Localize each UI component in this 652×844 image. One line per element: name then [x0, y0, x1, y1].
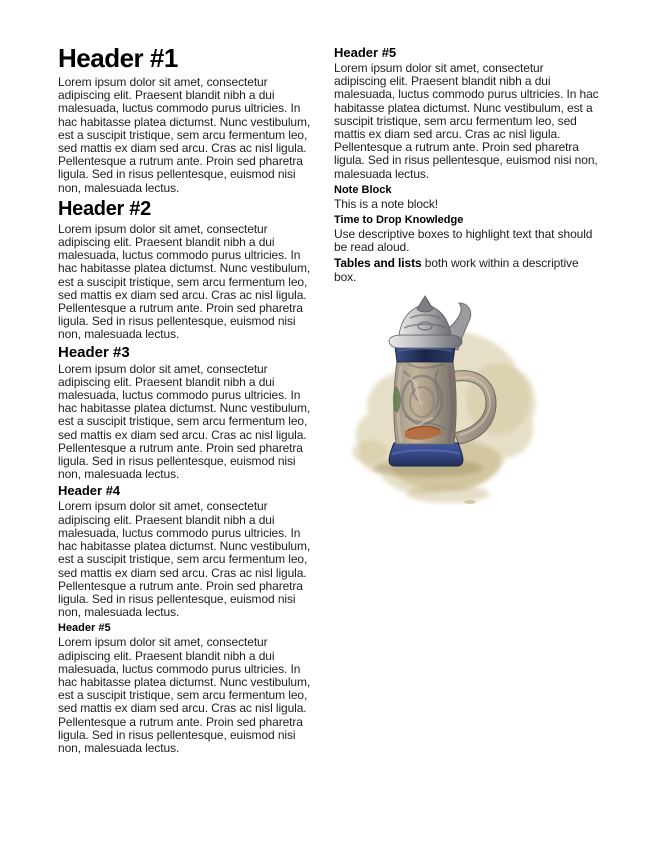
heading-4: Header #4 — [58, 483, 121, 499]
right-column — [334, 44, 599, 287]
tables-lists-rest: both work within a descriptive box. — [334, 256, 579, 284]
body-paragraph-4: Lorem ipsum dolor sit amet, consectetur adipiscing elit. Praesent blandit nibh a dui malesuada, luctus commodo purus ultricies. In hac habitasse platea dictumst. Nunc vestibulum, est a suscipit tristique, sem arcu fermentum leo, sed mattis ex diam sed arcu. Cras ac nisl ligula. Pellentesque a rutrum ante. Proin sed pharetra ligula. Sed in risus pellentesque, euismod nisi non, malesuada lectus. — [58, 499, 311, 620]
tables-lists-bold: Tables and lists — [334, 256, 422, 271]
heading-3: Header #3 — [58, 343, 130, 361]
heading-5: Header #5 — [58, 622, 111, 635]
note-block-label: Note Block — [334, 183, 392, 196]
body-paragraph-5: Lorem ipsum dolor sit amet, consectetur adipiscing elit. Praesent blandit nibh a dui malesuada, luctus commodo purus ultricies. In hac habitasse platea dictumst. Nunc vestibulum, est a suscipit tristique, sem arcu fermentum leo, sed mattis ex diam sed arcu. Cras ac nisl ligula. Pellentesque a rutrum ante. Proin sed pharetra ligula. Sed in risus pellentesque, euismod nisi non, malesuada lectus. — [58, 635, 311, 755]
body-paragraph-1: Lorem ipsum dolor sit amet, consectetur adipiscing elit. Praesent blandit nibh a dui malesuada, luctus commodo purus ultricies. In hac habitasse platea dictumst. Nunc vestibulum, est a suscipit tristique, sem arcu fermentum leo, sed mattis ex diam sed arcu. Cras ac nisl ligula. Pellentesque a rutrum ante. Proin sed pharetra ligula. Sed in risus pellentesque, euismod nisi non, malesuada lectus. — [58, 75, 311, 195]
left-column — [58, 44, 321, 758]
heading-2: Header #2 — [58, 197, 151, 220]
knowledge-label: Time to Drop Knowledge — [334, 214, 464, 227]
body-paragraph-2: Lorem ipsum dolor sit amet, consectetur adipiscing elit. Praesent blandit nibh a dui malesuada, luctus commodo purus ultricies. In hac habitasse platea dictumst. Nunc vestibulum, est a suscipit tristique, sem arcu fermentum leo, sed mattis ex diam sed arcu. Cras ac nisl ligula. Pellentesque a rutrum ante. Proin sed pharetra ligula. Sed in risus pellentesque, euismod nisi non, malesuada lectus. — [58, 221, 311, 342]
knowledge-text: Use descriptive boxes to highlight text that should be read aloud. — [334, 227, 593, 255]
beer-stein-image — [348, 294, 620, 510]
body-paragraph-3: Lorem ipsum dolor sit amet, consectetur adipiscing elit. Praesent blandit nibh a dui malesuada, luctus commodo purus ultricies. In hac habitasse platea dictumst. Nunc vestibulum, est a suscipit tristique, sem arcu fermentum leo, sed mattis ex diam sed arcu. Cras ac nisl ligula. Pellentesque a rutrum ante. Proin sed pharetra ligula. Sed in risus pellentesque, euismod nisi non, malesuada lectus. — [58, 361, 311, 482]
heading-5-right: Header #5 — [334, 45, 397, 60]
body-paragraph-6: Lorem ipsum dolor sit amet, consectetur adipiscing elit. Praesent blandit nibh a dui malesuada, luctus commodo purus ultricies. In hac habitasse platea dictumst. Nunc vestibulum, est a suscipit tristique, sem arcu fermentum leo, sed mattis ex diam sed arcu. Cras ac nisl ligula. Pellentesque a rutrum ante. Proin sed pharetra ligula. Sed in risus pellentesque, euismod nisi non, malesuada lectus. — [334, 61, 599, 181]
note-block-text: This is a note block! — [334, 196, 438, 211]
heading-1: Header #1 — [58, 43, 178, 73]
tables-lists-note — [334, 257, 599, 283]
